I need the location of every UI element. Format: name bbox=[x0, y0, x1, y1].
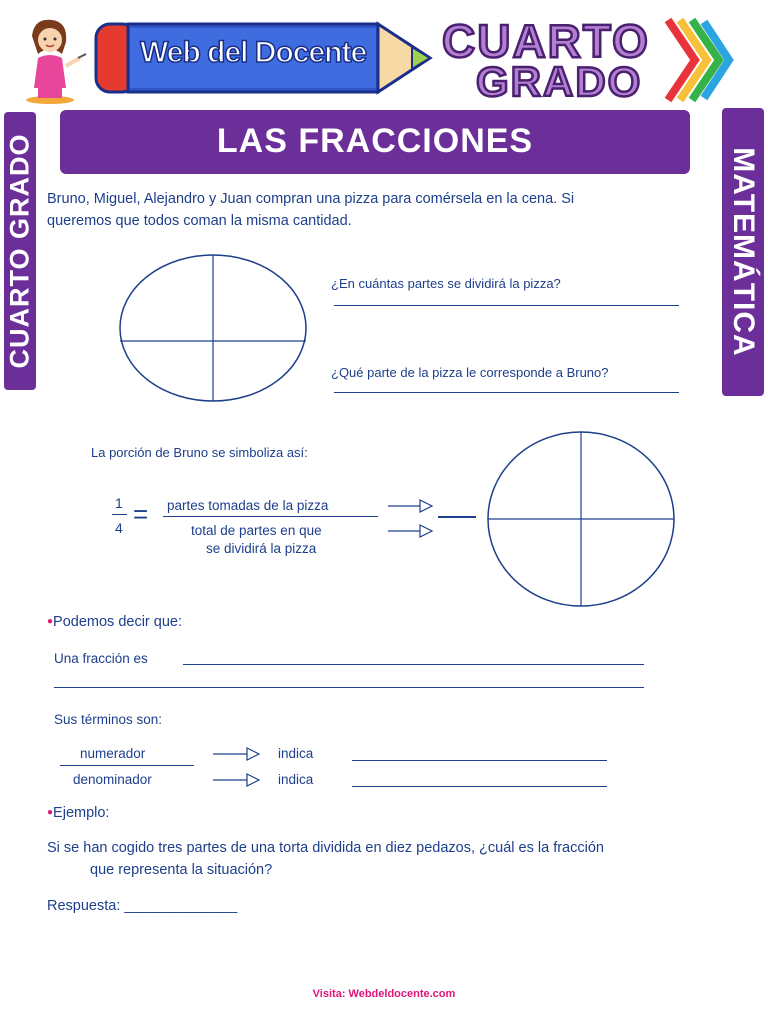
podemos-text: Podemos decir que: bbox=[53, 614, 183, 630]
side-label-right-text: MATEMÁTICA bbox=[727, 147, 760, 357]
fraction-bottom-label-2: se dividirá la pizza bbox=[206, 541, 317, 556]
fraction-numerator: 1 bbox=[115, 495, 123, 511]
side-label-left-text: CUARTO GRADO bbox=[4, 133, 35, 369]
intro-line-2: queremos que todos coman la misma cantidad. bbox=[47, 213, 352, 229]
arrow-bottom-icon bbox=[388, 523, 434, 539]
arrow-top-icon bbox=[388, 498, 434, 514]
answer-line-1[interactable] bbox=[334, 305, 679, 306]
podemos-heading bbox=[47, 611, 182, 633]
arrow-denominador-icon bbox=[213, 772, 261, 788]
logo-text: Web del Docente bbox=[140, 36, 367, 69]
definition-line-2[interactable] bbox=[54, 687, 644, 688]
fraction-answer-bar[interactable] bbox=[438, 516, 476, 518]
fraction-denominator: 4 bbox=[115, 520, 123, 536]
intro-line-1: Bruno, Miguel, Alejandro y Juan compran una pizza para comérsela en la cena. Si bbox=[47, 191, 575, 207]
question-2: ¿Qué parte de la pizza le corresponde a Bruno? bbox=[331, 365, 609, 380]
sus-terminos-label: Sus términos son: bbox=[54, 712, 163, 727]
bullet-icon: ● bbox=[47, 616, 54, 627]
una-fraccion-label: Una fracción es bbox=[54, 651, 148, 666]
fraction-bar-small bbox=[112, 514, 127, 515]
ejemplo-text: Ejemplo: bbox=[53, 805, 110, 821]
definition-line-1[interactable] bbox=[183, 664, 644, 665]
arrow-numerador-icon bbox=[213, 746, 261, 762]
indica-line-2[interactable] bbox=[352, 786, 607, 787]
teacher-illustration bbox=[18, 14, 88, 104]
bullet-icon-2: ● bbox=[47, 807, 54, 818]
page-title: LAS FRACCIONES bbox=[216, 122, 534, 160]
fraction-main-bar bbox=[163, 516, 378, 517]
term-denominador: denominador bbox=[73, 772, 152, 787]
grade-word-2: GRADO bbox=[476, 58, 643, 105]
term-numerador: numerador bbox=[80, 746, 146, 761]
indica-2: indica bbox=[278, 772, 314, 787]
example-line-2: que representa la situación? bbox=[90, 862, 273, 878]
pizza-circle-diagram-2 bbox=[486, 430, 676, 608]
equals-sign: = bbox=[133, 499, 149, 529]
grade-word-1: CUARTO bbox=[442, 15, 650, 67]
term-fraction-bar bbox=[60, 765, 194, 766]
question-1: ¿En cuántas partes se dividirá la pizza? bbox=[331, 276, 561, 291]
fraction-bottom-label-1: total de partes en que bbox=[191, 523, 322, 538]
respuesta-label[interactable]: Respuesta: ______________ bbox=[47, 898, 238, 914]
ejemplo-heading bbox=[47, 802, 109, 824]
example-line-1: Si se han cogido tres partes de una torta dividida en diez pedazos, ¿cuál es la fracción bbox=[47, 840, 604, 856]
fraction-top-label: partes tomadas de la pizza bbox=[167, 498, 329, 513]
pizza-circle-diagram bbox=[118, 253, 308, 403]
answer-line-2[interactable] bbox=[334, 392, 679, 393]
portion-label: La porción de Bruno se simboliza así: bbox=[91, 445, 308, 460]
footer-link[interactable]: Visita: Webdeldocente.com bbox=[312, 988, 456, 1000]
indica-line-1[interactable] bbox=[352, 760, 607, 761]
indica-1: indica bbox=[278, 746, 314, 761]
